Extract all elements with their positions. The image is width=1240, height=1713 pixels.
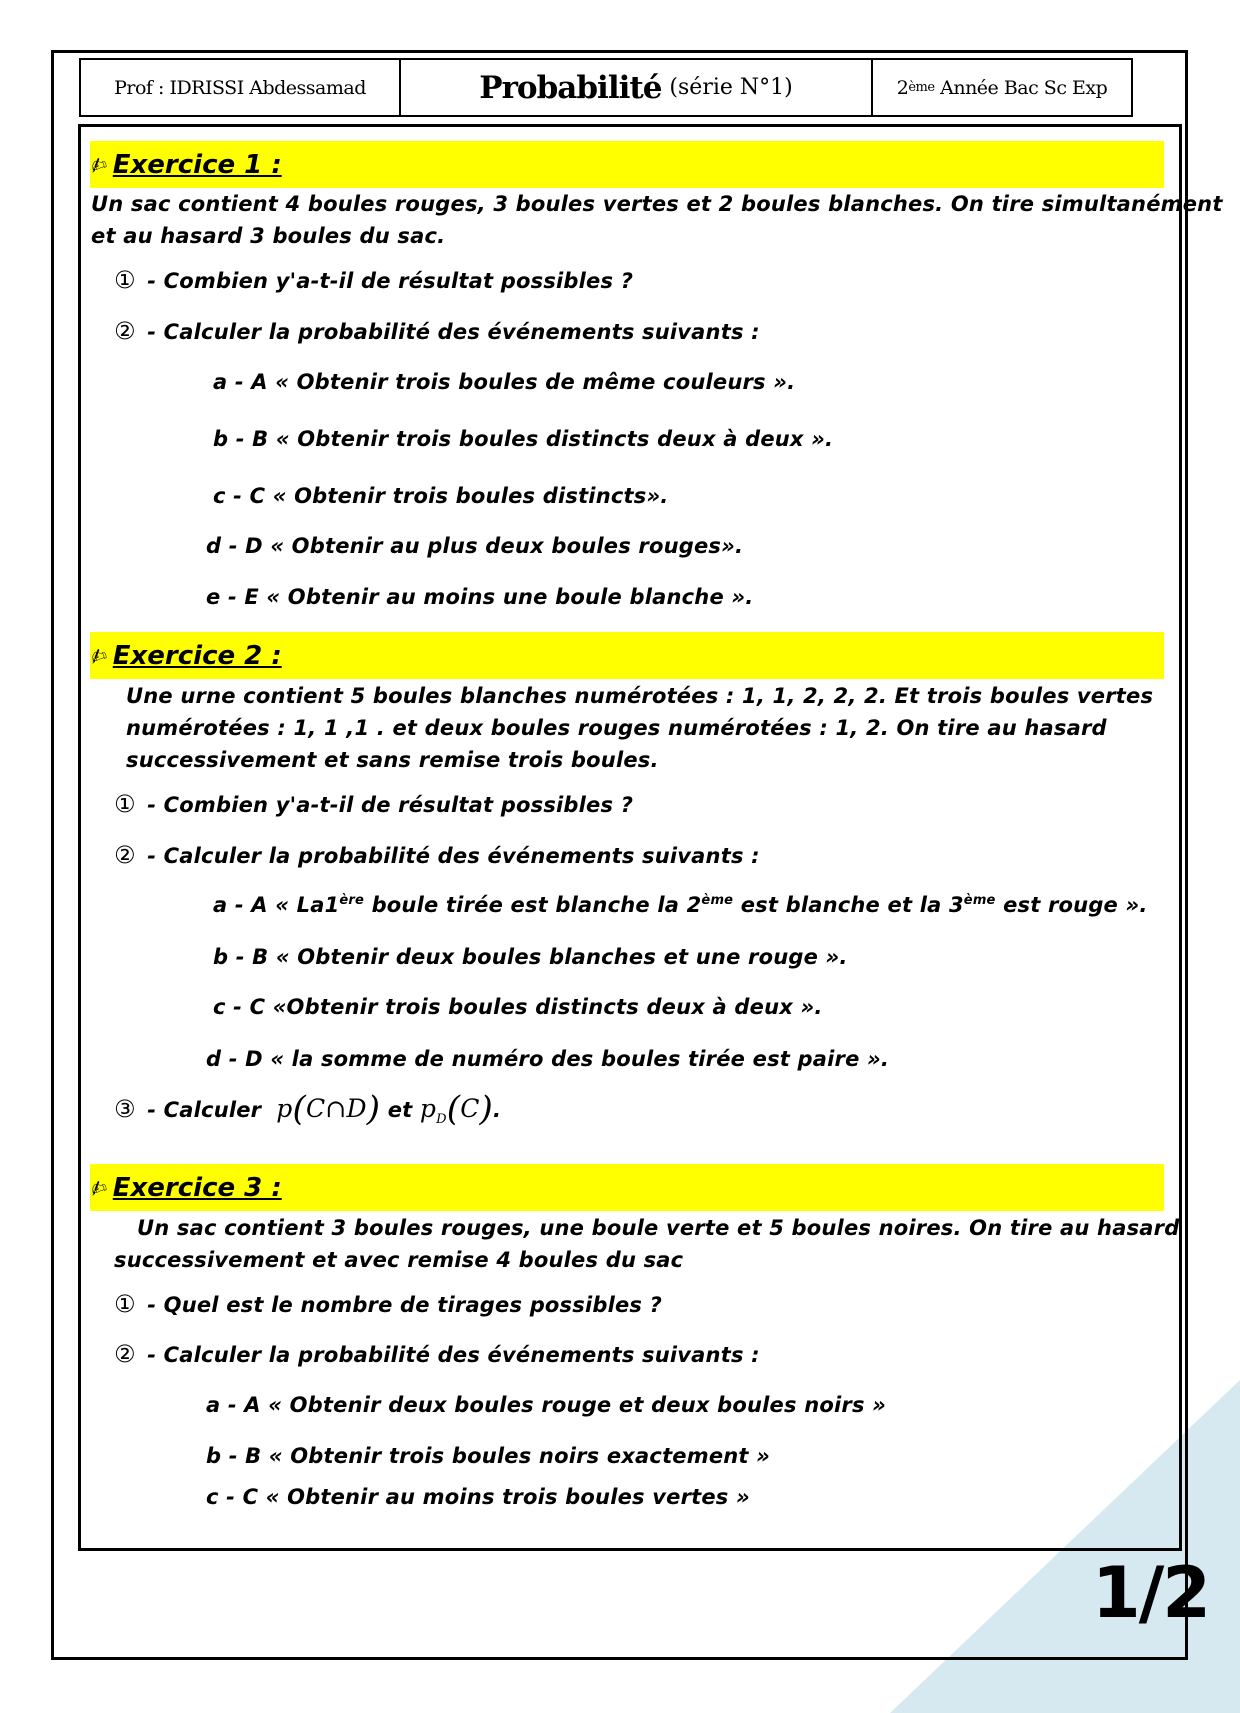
formula-pd-c: $p_D(C)$ (419, 1089, 494, 1129)
pen-icon: ✍ (86, 641, 111, 670)
ex1-item-e: e - E « Obtenir au moins une boule blanche ». (206, 585, 754, 609)
ex3-intro-line1: Un sac contient 3 boules rouges, une boule verte et 5 boules noires. On tire au hasard (137, 1216, 1180, 1240)
pen-icon: ✍ (86, 150, 111, 179)
ex1-question-1: ① - Combien y'a-t-il de résultat possibles ? (114, 266, 634, 294)
ex1-question-2: ② - Calculer la probabilité des événements suivants : (114, 317, 760, 345)
ex2-question-3: ③ - Calculer p(C∩D) et $p_D(C)$. (114, 1089, 502, 1129)
header-title-cell (401, 60, 873, 115)
ex1-item-d: d - D « Obtenir au plus deux boules rouges». (206, 534, 744, 558)
exercise-3-title: Exercice 3 : (112, 1172, 282, 1203)
formula-p-c-inter-d: p(C∩D) (276, 1089, 381, 1129)
ex2-intro-line2: numérotées : 1, 1 ,1 . et deux boules rouges numérotées : 1, 2. On tire au hasard (126, 716, 1107, 740)
ex3-intro-line2: successivement et avec remise 4 boules du sac (114, 1248, 684, 1272)
exercise-2-title: Exercice 2 : (112, 640, 282, 671)
exercise-1-header (86, 141, 1164, 188)
ex2-question-1: ① - Combien y'a-t-il de résultat possibles ? (114, 790, 634, 818)
ex2-item-a: a - A « La1ère boule tirée est blanche la 2ème est blanche et la 3ème est rouge ». (213, 893, 1148, 917)
ex3-item-a: a - A « Obtenir deux boules rouge et deux boules noirs » (206, 1393, 887, 1417)
header-table (79, 58, 1133, 117)
page-subtitle: (série N°1) (669, 75, 793, 100)
ex3-item-b: b - B « Obtenir trois boules noirs exactement » (206, 1444, 771, 1468)
exercise-3-header (86, 1164, 1164, 1211)
ex3-question-2: ② - Calculer la probabilité des événements suivants : (114, 1340, 760, 1368)
exercise-2-header (86, 632, 1164, 679)
ex3-question-1: ① - Quel est le nombre de tirages possibles ? (114, 1290, 663, 1318)
header-prof: Prof : IDRISSI Abdessamad (81, 60, 401, 115)
header-level: 2 ème Année Bac Sc Exp (896, 76, 1108, 99)
ex3-item-c: c - C « Obtenir au moins trois boules vertes » (206, 1485, 750, 1509)
ex1-item-a: a - A « Obtenir trois boules de même couleurs ». (213, 370, 796, 394)
ex1-intro-line1: Un sac contient 4 boules rouges, 3 boules vertes et 2 boules blanches. On tire simultanément (91, 192, 1223, 216)
page-number: 1/2 (1092, 1552, 1209, 1634)
ex2-item-c: c - C «Obtenir trois boules distincts deux à deux ». (213, 995, 823, 1019)
exercise-1-title: Exercice 1 : (112, 149, 282, 180)
pen-icon: ✍ (86, 1173, 111, 1202)
ex2-item-d: d - D « la somme de numéro des boules tirée est paire ». (206, 1047, 890, 1071)
ex1-intro-line2: et au hasard 3 boules du sac. (91, 224, 446, 248)
ex2-question-2: ② - Calculer la probabilité des événements suivants : (114, 841, 760, 869)
ex2-intro-line3: successivement et sans remise trois boules. (126, 748, 659, 772)
ex2-intro-line1: Une urne contient 5 boules blanches numérotées : 1, 1, 2, 2, 2. Et trois boules vertes (126, 684, 1154, 708)
ex2-item-b: b - B « Obtenir deux boules blanches et une rouge ». (213, 945, 848, 969)
ex1-item-c: c - C « Obtenir trois boules distincts». (213, 484, 669, 508)
ex1-item-b: b - B « Obtenir trois boules distincts deux à deux ». (213, 427, 834, 451)
page-title: Probabilité (479, 69, 662, 106)
